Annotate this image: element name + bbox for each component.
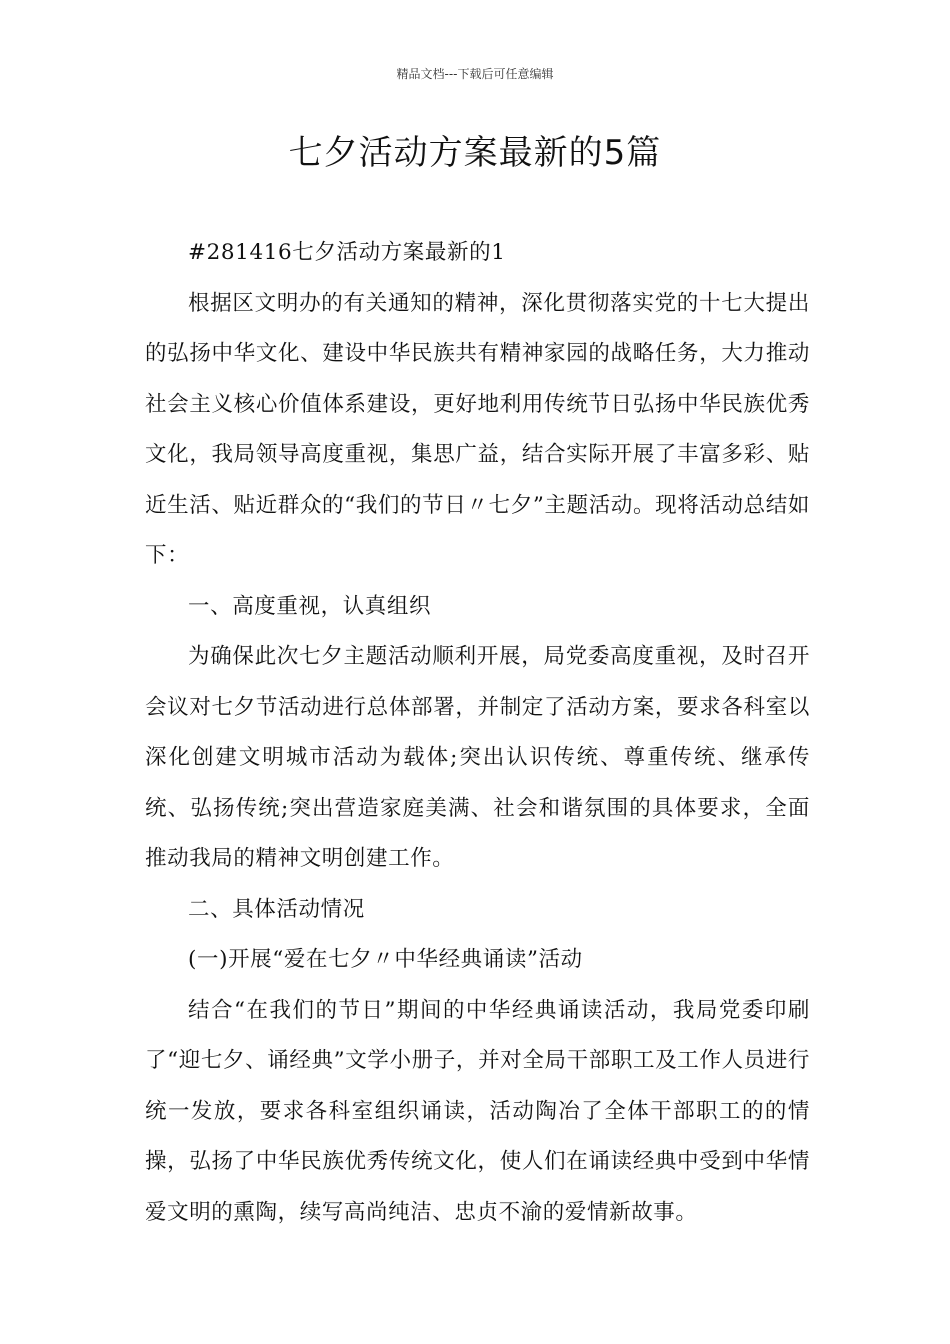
subsection-heading-1: (一)开展“爱在七夕〃中华经典诵读”活动 bbox=[188, 947, 583, 972]
paragraph-subtitle: #281416七夕活动方案最新的1 bbox=[188, 240, 506, 265]
document-title: 七夕活动方案最新的5篇 bbox=[288, 133, 662, 173]
document-body bbox=[145, 228, 810, 1238]
paragraph-subsection-1: 结合“在我们的节日”期间的中华经典诵读活动，我局党委印刷了“迎七夕、诵经典”文学小册子，并对全局干部职工及工作人员进行统一发放，要求各科室组织诵读，活动陶冶了全体干部职工的的情操，弘扬了中华民族优秀传统文化，使人们在诵读经典中受到中华情爱文明的熏陶，续写高尚纯洁、忠贞不渝的爱情新故事。 bbox=[145, 997, 810, 1225]
section-heading-1: 一、高度重视，认真组织 bbox=[188, 593, 432, 619]
page-header: 精品文档---下载后可任意编辑 bbox=[396, 67, 554, 81]
paragraph-intro: 根据区文明办的有关通知的精神，深化贯彻落实党的十七大提出的弘扬中华文化、建设中华民族共有精神家园的战略任务，大力推动社会主义核心价值体系建设，更好地利用传统节日弘扬中华民族优秀文化，我局领导高度重视，集思广益，结合实际开展了丰富多彩、贴近生活、贴近群众的“我们的节日〃七夕”主题活动。现将活动总结如下： bbox=[145, 290, 810, 568]
section-heading-2: 二、具体活动情况 bbox=[188, 896, 365, 922]
paragraph-section-1: 为确保此次七夕主题活动顺利开展，局党委高度重视，及时召开会议对七夕节活动进行总体部署，并制定了活动方案，要求各科室以深化创建文明城市活动为载体;突出认识传统、尊重传统、继承传统、弘扬传统;突出营造家庭美满、社会和谐氛围的具体要求，全面推动我局的精神文明创建工作。 bbox=[145, 644, 810, 871]
